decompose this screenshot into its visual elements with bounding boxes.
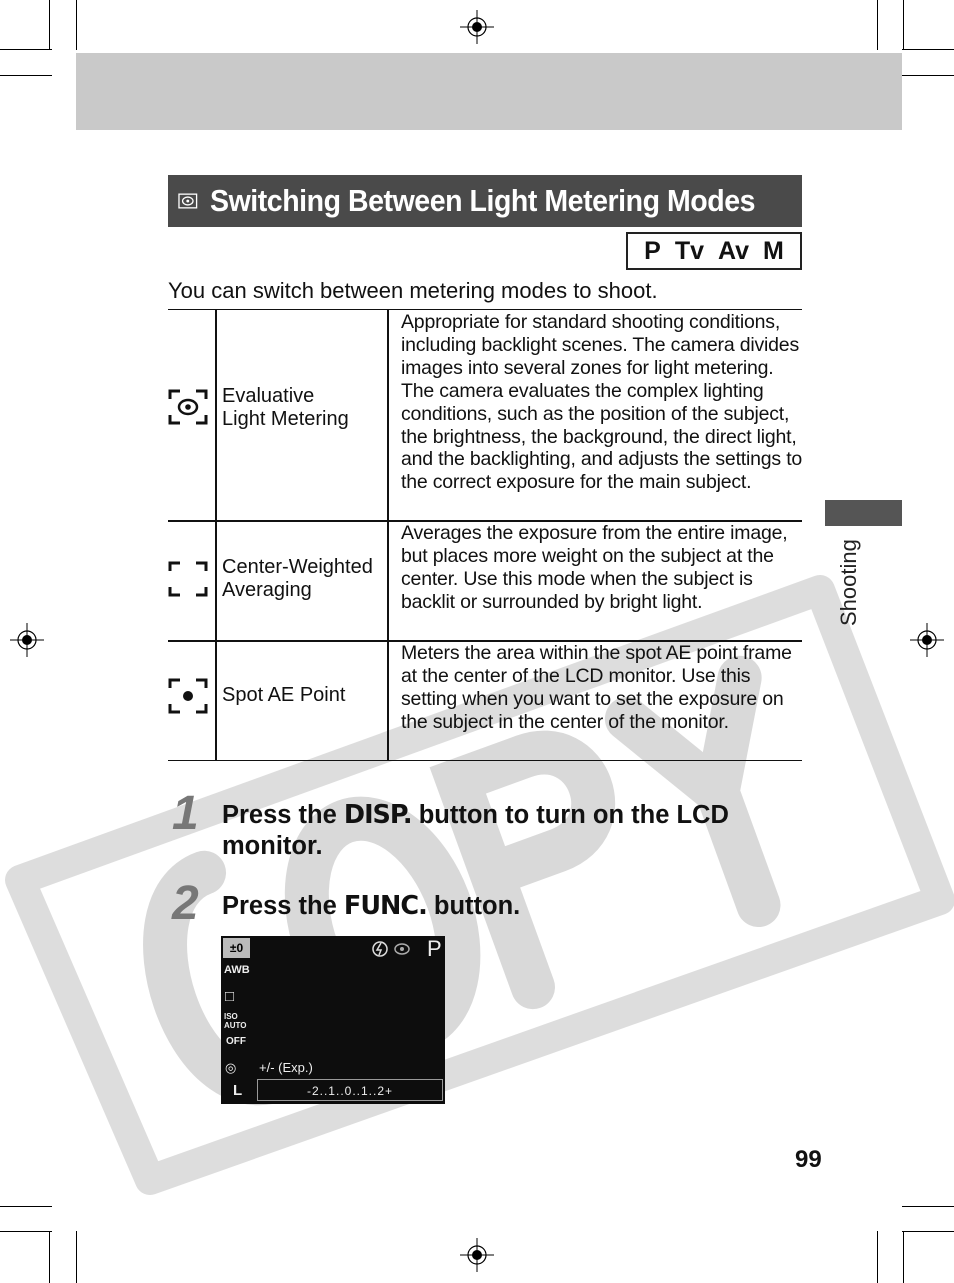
- table-rule: [387, 309, 389, 761]
- intro-text: You can switch between metering modes to shoot.: [168, 278, 658, 303]
- table-rule: [168, 309, 802, 310]
- shooting-mode-p: P: [427, 936, 442, 961]
- crop-mark: [902, 1231, 954, 1232]
- exposure-scale: -2..1..0..1..2+: [257, 1079, 443, 1101]
- step-instruction: Press the DISP. button to turn on the LCD monitor.: [222, 800, 729, 860]
- step-instruction: Press the FUNC. button.: [222, 891, 521, 921]
- spot-metering-icon: [168, 678, 208, 714]
- lcd-caption: +/- (Exp.): [259, 1060, 313, 1075]
- row-description: Averages the exposure from the entire image, but places more weight on the subject at the center. Use this mode when the subject is backlit or surrounded by bright light.: [401, 522, 788, 613]
- flash-off-icon: [371, 940, 411, 958]
- step-number: 2: [172, 877, 199, 930]
- evaluative-metering-icon: [168, 389, 208, 425]
- table-rule: [168, 760, 802, 761]
- section-title-bar: [168, 175, 802, 227]
- crop-mark: [49, 1231, 50, 1283]
- mode-tv: Tv: [674, 236, 704, 265]
- row-description: Meters the area within the spot AE point frame at the center of the LCD monitor. Use this setting when you want to set the exposure on the subject in the center of the monitor.: [401, 642, 792, 733]
- registration-mark-icon: [460, 10, 494, 44]
- iso-icon: ISO AUTO: [224, 1012, 247, 1030]
- row-label: Evaluative Light Metering: [222, 385, 349, 430]
- crop-mark: [902, 1206, 954, 1207]
- table-rule: [215, 309, 217, 761]
- section-label: Shooting: [836, 539, 861, 626]
- func-button-label: FUNC.: [343, 891, 427, 921]
- disp-button-label: DISP.: [343, 800, 412, 830]
- photo-effect-icon: OFF: [226, 1036, 246, 1047]
- crop-mark: [903, 0, 904, 50]
- drive-mode-icon: □: [225, 988, 235, 1005]
- registration-mark-icon: [460, 1238, 494, 1272]
- page-title: Switching Between Light Metering Modes: [209, 183, 755, 218]
- lcd-screen: [221, 936, 445, 1104]
- page-number: 99: [795, 1146, 822, 1173]
- metering-icon: ◎: [225, 1060, 237, 1075]
- crop-mark: [0, 1206, 52, 1207]
- center-weighted-metering-icon: [168, 561, 208, 597]
- step-number: 1: [172, 787, 199, 840]
- crop-mark: [76, 1231, 77, 1283]
- crop-mark: [0, 1231, 52, 1232]
- header-band: [76, 53, 902, 130]
- evaluative-metering-icon: [178, 189, 198, 213]
- exposure-menu-icon: ±0: [223, 938, 250, 958]
- crop-mark: [902, 75, 954, 76]
- row-label: Center-Weighted Averaging: [222, 556, 373, 601]
- crop-mark: [902, 49, 954, 50]
- mode-m: M: [763, 236, 784, 265]
- crop-mark: [49, 0, 50, 50]
- crop-mark: [0, 75, 52, 76]
- crop-mark: [877, 0, 878, 50]
- crop-mark: [903, 1231, 904, 1283]
- section-tab: [825, 500, 902, 526]
- mode-p: P: [644, 236, 661, 265]
- resolution-icon: L: [233, 1082, 243, 1099]
- crop-mark: [877, 1231, 878, 1283]
- crop-mark: [0, 49, 52, 50]
- mode-av: Av: [718, 236, 750, 265]
- white-balance-icon: AWB: [224, 964, 250, 976]
- registration-mark-icon: [910, 623, 944, 657]
- crop-mark: [76, 0, 77, 50]
- row-description: Appropriate for standard shooting conditions, including backlight scenes. The camera divides images into several zones for light metering. The camera evaluates the complex lighting conditions, such as the position of the subject, the brightness, the background, the direct light, and the backlighting, and adjusts the settings to the correct exposure for the main subject.: [401, 311, 803, 494]
- row-label: Spot AE Point: [222, 684, 346, 706]
- shooting-mode-indicator: [626, 232, 802, 270]
- registration-mark-icon: [10, 623, 44, 657]
